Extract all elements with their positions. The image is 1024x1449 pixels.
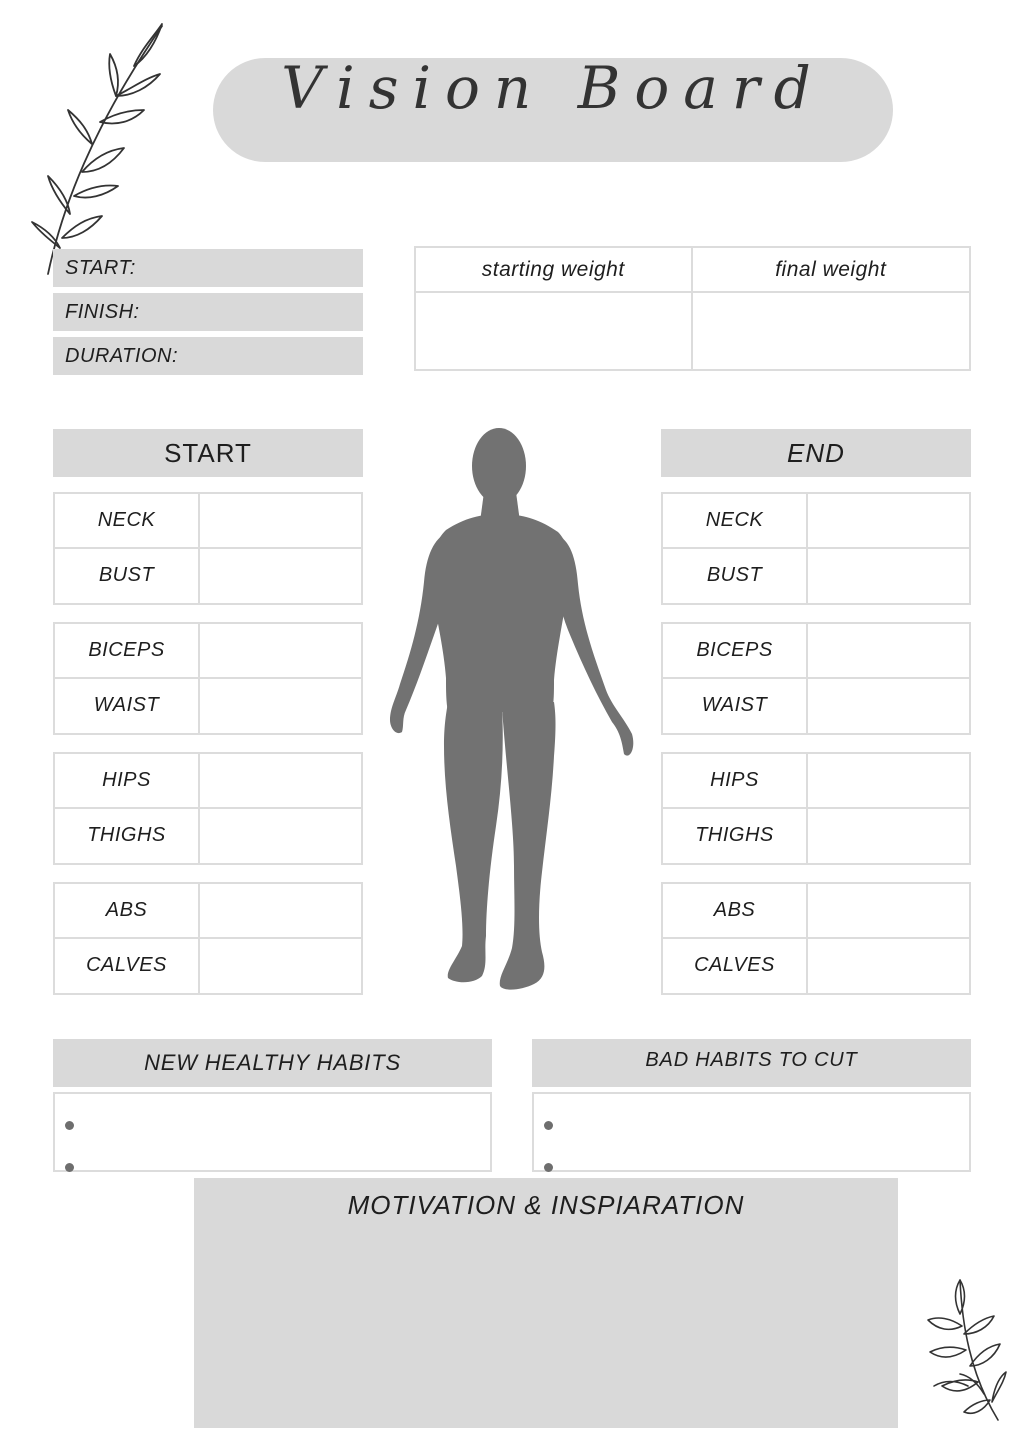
start-date-label: START:	[65, 256, 136, 279]
healthy-habits-title: NEW HEALTHY HABITS	[144, 1050, 401, 1075]
healthy-habits-list[interactable]	[53, 1092, 492, 1172]
measure-value-input[interactable]	[200, 939, 361, 994]
end-heading-text: END	[787, 437, 845, 468]
measure-label: BICEPS	[663, 624, 808, 679]
bad-habits-heading	[532, 1039, 971, 1087]
list-item[interactable]	[544, 1104, 969, 1146]
finish-date-label: FINISH:	[65, 300, 140, 323]
starting-weight-header: starting weight	[416, 248, 693, 293]
end-measure-group	[661, 492, 971, 605]
start-column-heading	[53, 429, 363, 477]
bad-habits-list[interactable]	[532, 1092, 971, 1172]
measure-value-input[interactable]	[808, 494, 969, 549]
healthy-habits-heading	[53, 1039, 492, 1087]
bullet-icon	[65, 1163, 74, 1172]
measure-value-input[interactable]	[200, 809, 361, 864]
measure-label: CALVES	[663, 939, 808, 994]
start-measure-group	[53, 622, 363, 735]
measure-value-input[interactable]	[808, 624, 969, 679]
starting-weight-value[interactable]	[416, 293, 693, 369]
final-weight-value[interactable]	[693, 293, 970, 369]
end-measure-group	[661, 882, 971, 995]
bullet-icon	[65, 1121, 74, 1130]
measure-label: HIPS	[663, 754, 808, 809]
list-item[interactable]	[65, 1104, 490, 1146]
bullet-icon	[544, 1163, 553, 1172]
measure-value-input[interactable]	[200, 549, 361, 604]
start-measure-group	[53, 492, 363, 605]
leaf-branch-icon-bottom	[908, 1274, 1008, 1424]
finish-date-field[interactable]	[53, 293, 363, 331]
measure-value-input[interactable]	[808, 549, 969, 604]
measure-label: ABS	[55, 884, 200, 939]
measure-value-input[interactable]	[808, 939, 969, 994]
measure-value-input[interactable]	[200, 624, 361, 679]
measure-label: THIGHS	[663, 809, 808, 864]
start-measure-group	[53, 752, 363, 865]
weight-table	[414, 246, 971, 371]
page-title: Vision Board	[281, 53, 825, 122]
start-measure-group	[53, 882, 363, 995]
measure-value-input[interactable]	[200, 884, 361, 939]
measure-value-input[interactable]	[808, 809, 969, 864]
body-silhouette-icon	[386, 426, 638, 998]
start-date-field[interactable]	[53, 249, 363, 287]
motivation-panel[interactable]	[194, 1178, 898, 1428]
measure-label: ABS	[663, 884, 808, 939]
measure-label: BUST	[663, 549, 808, 604]
measure-label: THIGHS	[55, 809, 200, 864]
measure-value-input[interactable]	[808, 754, 969, 809]
bullet-icon	[544, 1121, 553, 1130]
duration-field[interactable]	[53, 337, 363, 375]
measure-label: BICEPS	[55, 624, 200, 679]
measure-label: WAIST	[55, 679, 200, 734]
start-heading-text: START	[164, 437, 252, 468]
title-banner	[213, 53, 893, 162]
measure-value-input[interactable]	[200, 679, 361, 734]
motivation-heading: MOTIVATION & INSPIARATION	[347, 1190, 745, 1220]
leaf-branch-icon-top	[22, 18, 172, 280]
measure-label: BUST	[55, 549, 200, 604]
end-measure-group	[661, 752, 971, 865]
end-column-heading	[661, 429, 971, 477]
bad-habits-title: BAD HABITS TO CUT	[645, 1048, 858, 1071]
measure-label: HIPS	[55, 754, 200, 809]
final-weight-header: final weight	[693, 248, 970, 293]
measure-label: NECK	[663, 494, 808, 549]
measure-value-input[interactable]	[808, 679, 969, 734]
measure-label: NECK	[55, 494, 200, 549]
measure-label: WAIST	[663, 679, 808, 734]
measure-value-input[interactable]	[200, 494, 361, 549]
duration-label: DURATION:	[65, 344, 179, 367]
measure-value-input[interactable]	[808, 884, 969, 939]
measure-value-input[interactable]	[200, 754, 361, 809]
measure-label: CALVES	[55, 939, 200, 994]
end-measure-group	[661, 622, 971, 735]
